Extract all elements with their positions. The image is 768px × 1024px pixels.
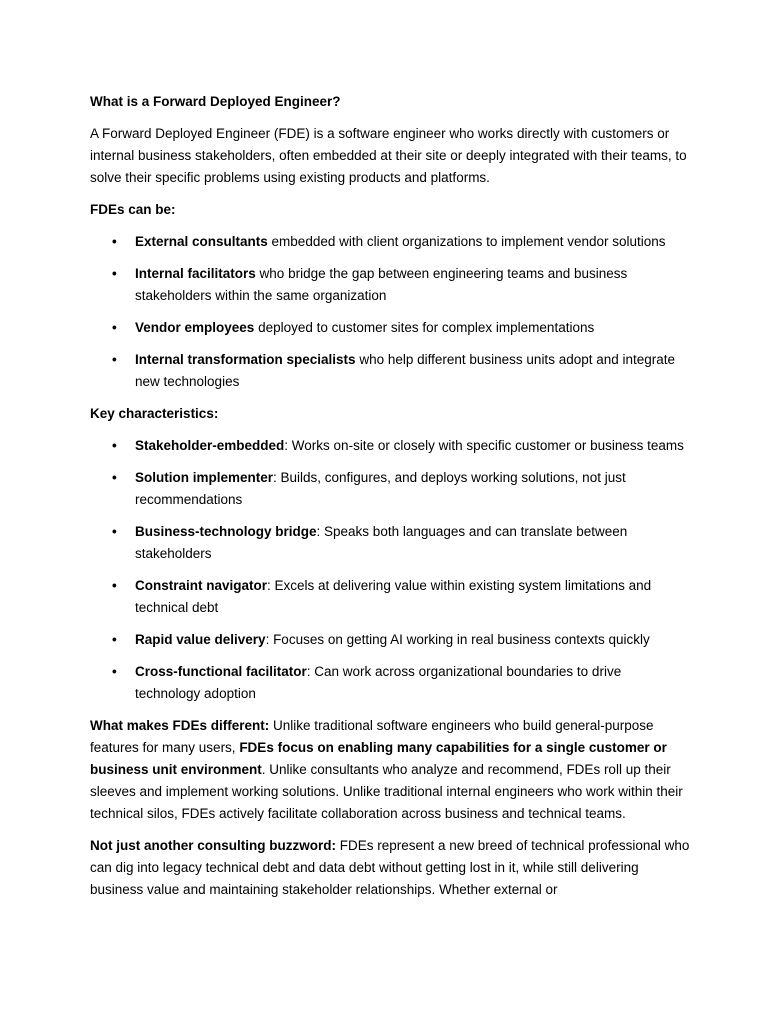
intro-paragraph: A Forward Deployed Engineer (FDE) is a software engineer who works directly with customers or internal business stakeholders, often embedded at their site or deeply integrated with their teams, to solve their specific problems using existing products and platforms.: [90, 126, 687, 185]
role-term: External consultants: [135, 234, 268, 249]
list-item: [90, 575, 690, 619]
characteristics-list: [90, 435, 690, 705]
role-term: Vendor employees: [135, 320, 255, 335]
bullet-icon: •: [112, 266, 117, 281]
bullet-icon: •: [112, 578, 117, 593]
characteristic-text: : Builds, configures, and deploys working solutions, not just recommendations: [135, 470, 626, 507]
different-paragraph: [90, 715, 690, 825]
characteristic-text: : Focuses on getting AI working in real business contexts quickly: [265, 632, 650, 647]
role-text: deployed to customer sites for complex implementations: [254, 320, 595, 335]
list-item: [90, 661, 690, 705]
list-item: [90, 467, 690, 511]
characteristic-term: Cross-functional facilitator: [135, 664, 307, 679]
role-term: Internal transformation specialists: [135, 352, 356, 367]
bullet-icon: •: [112, 632, 117, 647]
list-item: [90, 231, 690, 253]
list-item: [90, 521, 690, 565]
role-text: who bridge the gap between engineering teams and business stakeholders within the same organization: [135, 266, 628, 303]
role-text: who help different business units adopt and integrate new technologies: [135, 352, 676, 389]
different-emphasis: FDEs focus on enabling many capabilities for a single customer or business unit environment: [90, 740, 667, 777]
bullet-icon: •: [112, 664, 117, 679]
bullet-icon: •: [112, 320, 117, 335]
characteristic-text: : Can work across organizational boundaries to drive technology adoption: [135, 664, 622, 701]
buzzword-text: FDEs represent a new breed of technical professional who can dig into legacy technical debt and data debt without getting lost in it, while still delivering business value and maintaining stakeholder relationships. Whether external or: [90, 838, 690, 897]
bullet-icon: •: [112, 470, 117, 485]
different-lead: What makes FDEs different:: [90, 718, 270, 733]
characteristic-term: Rapid value delivery: [135, 632, 266, 647]
characteristic-text: : Speaks both languages and can translate between stakeholders: [135, 524, 628, 561]
different-text-1: Unlike traditional software engineers who build general-purpose features for many users,: [90, 718, 654, 755]
page-title: What is a Forward Deployed Engineer?: [90, 94, 341, 109]
document-page: [90, 91, 690, 911]
list-item: [90, 317, 690, 339]
bullet-icon: •: [112, 234, 117, 249]
characteristic-term: Solution implementer: [135, 470, 274, 485]
characteristic-text: : Excels at delivering value within existing system limitations and technical debt: [135, 578, 652, 615]
characteristics-heading: Key characteristics:: [90, 406, 219, 421]
bullet-icon: •: [112, 438, 117, 453]
roles-heading: FDEs can be:: [90, 202, 176, 217]
buzzword-lead: Not just another consulting buzzword:: [90, 838, 336, 853]
roles-list: [90, 231, 690, 393]
list-item: [90, 349, 690, 393]
list-item: [90, 629, 690, 651]
characteristic-text: : Works on-site or closely with specific customer or business teams: [284, 438, 684, 453]
role-term: Internal facilitators: [135, 266, 256, 281]
bullet-icon: •: [112, 352, 117, 367]
characteristic-term: Constraint navigator: [135, 578, 268, 593]
buzzword-paragraph: [90, 835, 690, 901]
list-item: [90, 263, 690, 307]
bullet-icon: •: [112, 524, 117, 539]
list-item: [90, 435, 690, 457]
role-text: embedded with client organizations to implement vendor solutions: [267, 234, 666, 249]
characteristic-term: Stakeholder-embedded: [135, 438, 285, 453]
different-text-2: . Unlike consultants who analyze and recommend, FDEs roll up their sleeves and implement working solutions. Unlike traditional internal engineers who work within their technical silos, FDEs actively facilitate collaboration across business and technical teams.: [90, 762, 683, 821]
characteristic-term: Business-technology bridge: [135, 524, 317, 539]
